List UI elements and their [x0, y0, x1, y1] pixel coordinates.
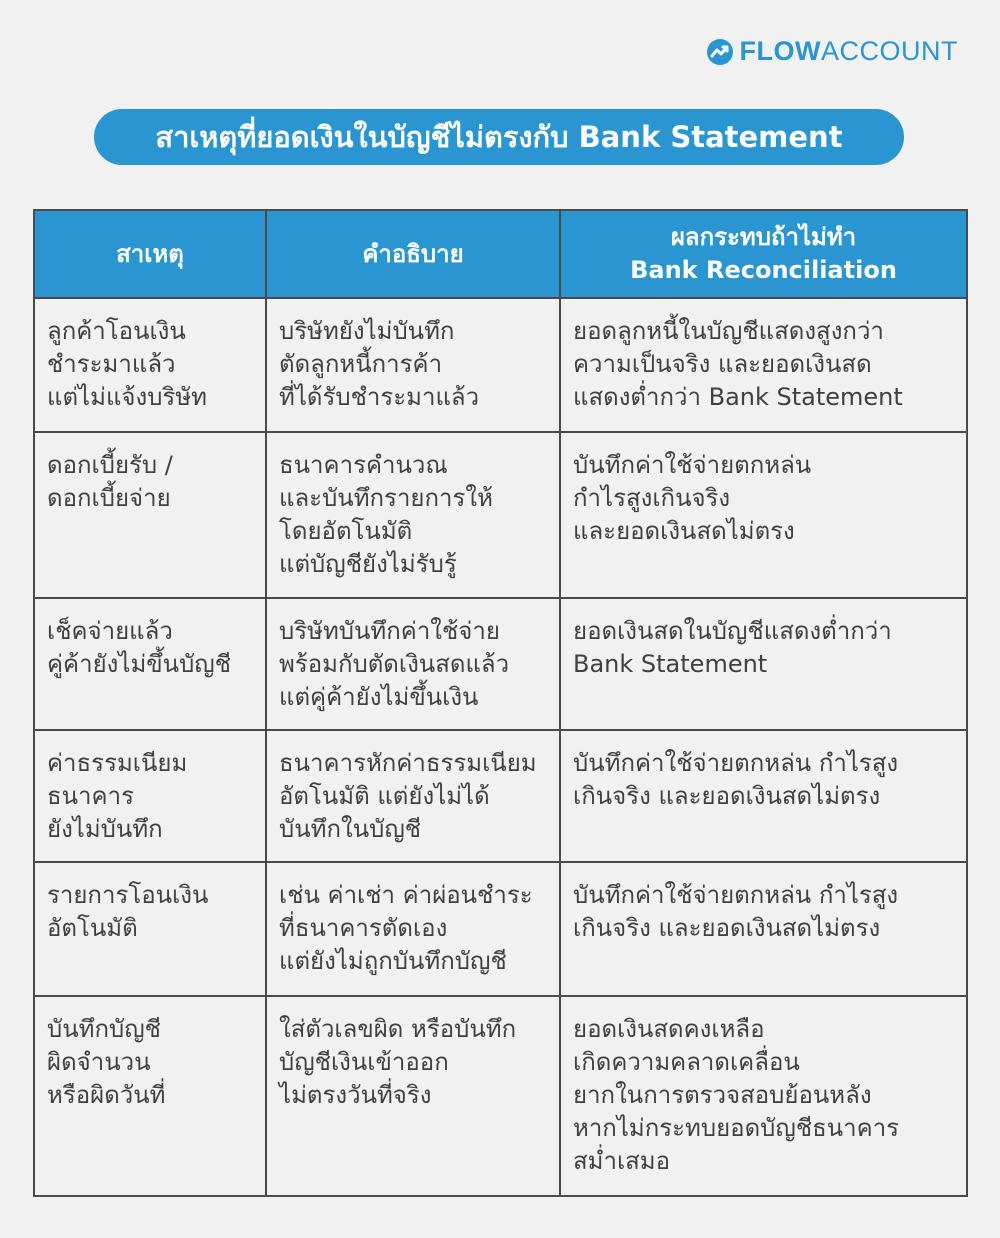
header-cause: สาเหตุ — [34, 210, 266, 298]
cell-impact: ยอดลูกหนี้ในบัญชีแสดงสูงกว่า ความเป็นจริง และยอดเงินสด แสดงต่ำกว่า Bank Statement — [560, 298, 967, 432]
header-description: คำอธิบาย — [266, 210, 560, 298]
cell-description: ธนาคารคำนวณ และบันทึกรายการให้ โดยอัตโนมัติ แต่บัญชียังไม่รับรู้ — [266, 432, 560, 598]
cell-description: ธนาคารหักค่าธรรมเนียม อัตโนมัติ แต่ยังไม่ได้ บันทึกในบัญชี — [266, 730, 560, 862]
cell-cause: ดอกเบี้ยรับ / ดอกเบี้ยจ่าย — [34, 432, 266, 598]
table-row — [34, 996, 967, 1196]
flowaccount-logo-icon — [706, 38, 734, 66]
cell-cause: เช็คจ่ายแล้ว คู่ค้ายังไม่ขึ้นบัญชี — [34, 598, 266, 730]
cell-impact: ยอดเงินสดคงเหลือ เกิดความคลาดเคลื่อน ยากในการตรวจสอบย้อนหลัง หากไม่กระทบยอดบัญชีธนาคาร สม่ำเสมอ — [560, 996, 967, 1196]
logo-text-account: ACCOUNT — [821, 36, 958, 66]
table-row — [34, 730, 967, 862]
cell-description: บริษัทยังไม่บันทึก ตัดลูกหนี้การค้า ที่ได้รับชำระมาแล้ว — [266, 298, 560, 432]
reasons-table — [33, 209, 968, 1197]
logo-text — [740, 36, 958, 67]
cell-impact: บันทึกค่าใช้จ่ายตกหล่น กำไรสูงเกินจริง และยอดเงินสดไม่ตรง — [560, 432, 967, 598]
cell-description: ใส่ตัวเลขผิด หรือบันทึก บัญชีเงินเข้าออก ไม่ตรงวันที่จริง — [266, 996, 560, 1196]
flowaccount-logo — [706, 36, 958, 67]
cell-description: บริษัทบันทึกค่าใช้จ่าย พร้อมกับตัดเงินสดแล้ว แต่คู่ค้ายังไม่ขึ้นเงิน — [266, 598, 560, 730]
cell-cause: รายการโอนเงิน อัตโนมัติ — [34, 862, 266, 996]
cell-impact: บันทึกค่าใช้จ่ายตกหล่น กำไรสูง เกินจริง และยอดเงินสดไม่ตรง — [560, 862, 967, 996]
table-row — [34, 598, 967, 730]
table-row — [34, 862, 967, 996]
cell-description: เช่น ค่าเช่า ค่าผ่อนชำระ ที่ธนาคารตัดเอง แต่ยังไม่ถูกบันทึกบัญชี — [266, 862, 560, 996]
cell-impact: ยอดเงินสดในบัญชีแสดงต่ำกว่า Bank Statement — [560, 598, 967, 730]
logo-text-flow: FLOW — [739, 36, 821, 66]
cell-cause: ลูกค้าโอนเงิน ชำระมาแล้ว แต่ไม่แจ้งบริษัท — [34, 298, 266, 432]
page-title: สาเหตุที่ยอดเงินในบัญชีไม่ตรงกับ Bank Statement — [94, 109, 904, 165]
header-impact: ผลกระทบถ้าไม่ทำ Bank Reconciliation — [560, 210, 967, 298]
cell-impact: บันทึกค่าใช้จ่ายตกหล่น กำไรสูง เกินจริง และยอดเงินสดไม่ตรง — [560, 730, 967, 862]
table-row — [34, 298, 967, 432]
cell-cause: บันทึกบัญชี ผิดจำนวน หรือผิดวันที่ — [34, 996, 266, 1196]
cell-cause: ค่าธรรมเนียม ธนาคาร ยังไม่บันทึก — [34, 730, 266, 862]
table-header-row — [34, 210, 967, 298]
table-row — [34, 432, 967, 598]
